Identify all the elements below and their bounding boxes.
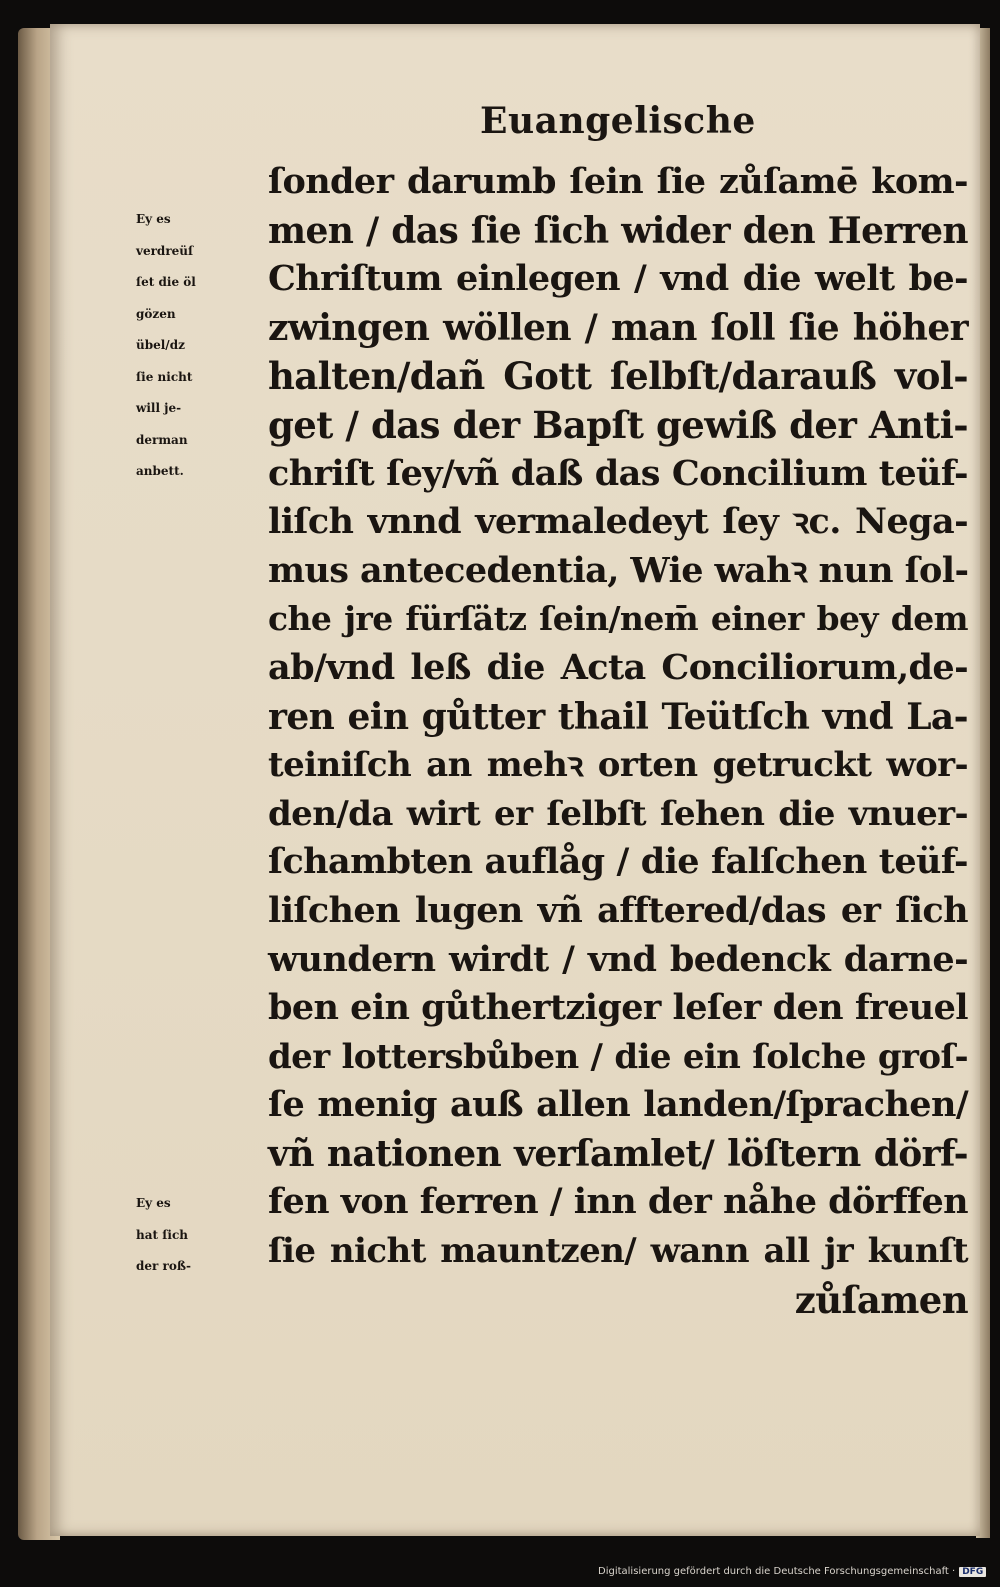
digitization-credit (598, 1566, 986, 1577)
body-text (268, 158, 968, 1324)
text-line: ſchambten auflåg / die falſchen teüf- (268, 841, 968, 883)
credit-text: Digitalisierung gefördert durch die Deutsche Forschungsgemeinschaft · (598, 1566, 956, 1577)
text-line: vñ nationen verſamlet/ löſtern dörf- (268, 1132, 968, 1175)
text-line: men / das ſie ſich wider den Herren (268, 209, 968, 252)
text-line: teiniſch an mehꝛ orten getruckt wor- (268, 745, 968, 786)
text-line: liſchen lugen vñ afftered/das er ſich (268, 889, 968, 931)
text-line: zwingen wöllen / man ſoll ſie höher (268, 306, 968, 349)
marginal-line: anbett. (136, 464, 184, 478)
running-head: Euangelische (480, 100, 756, 142)
marginal-line: Ey es (136, 212, 171, 226)
text-line: chriſt ſey/vñ daß das Concilium teüf- (268, 452, 968, 494)
text-line: get / das der Bapſt gewiß der Anti- (268, 402, 968, 447)
marginal-line: übel/dz (136, 338, 185, 352)
text-line: den/da wirt er ſelbſt ſehen die vnuer- (268, 793, 968, 834)
marginal-line: derman (136, 432, 188, 447)
text-line: ſie nicht mauntzen/ wann all jr kunſt (268, 1231, 968, 1272)
marginal-line: gözen (136, 306, 176, 321)
marginal-line: der roß- (136, 1259, 191, 1273)
text-line: fen von ferren / inn der nåhe dörffen (268, 1181, 968, 1223)
text-line: ren ein gůtter thail Teütſch vnd La- (268, 695, 968, 738)
dfg-logo-icon: DFG (959, 1567, 986, 1577)
text-line: liſch vnnd vermaledeyt ſey ꝛc. Nega- (268, 501, 968, 543)
marginal-note-1 (136, 204, 266, 488)
text-line: che jre fürſätz ſein/nem̄ einer bey dem (268, 599, 968, 639)
text-line: ſonder darumb ſein ſie zůſamē kom- (268, 161, 968, 202)
marginal-line: will je- (136, 401, 182, 415)
text-line: halten/dañ Gott ſelbſt/darauß vol- (268, 354, 968, 399)
text-line: Chriſtum einlegen / vnd die welt be- (268, 258, 968, 300)
text-line: wundern wirdt / vnd bedenck darne- (268, 938, 968, 980)
marginal-line: ſet die öl (136, 275, 196, 289)
marginal-note-2 (136, 1188, 266, 1283)
marginal-line: ſie nicht (136, 369, 193, 384)
catchword: zůſamen (794, 1277, 968, 1322)
marginal-line: Ey es (136, 1196, 171, 1210)
text-line: ben ein gůthertziger leſer den freuel (268, 987, 968, 1029)
marginal-line: hat ſich (136, 1227, 188, 1242)
marginal-line: verdreüſ (136, 243, 194, 258)
text-line: der lottersbůben / die ein ſolche groſ- (268, 1036, 968, 1077)
text-line: ſe menig auß allen landen/ſprachen/ (268, 1084, 968, 1126)
text-line: mus antecedentia, Wie wahꝛ nun ſol- (268, 549, 969, 591)
text-line: ab/vnd leß die Acta Conciliorum,de- (268, 646, 968, 688)
